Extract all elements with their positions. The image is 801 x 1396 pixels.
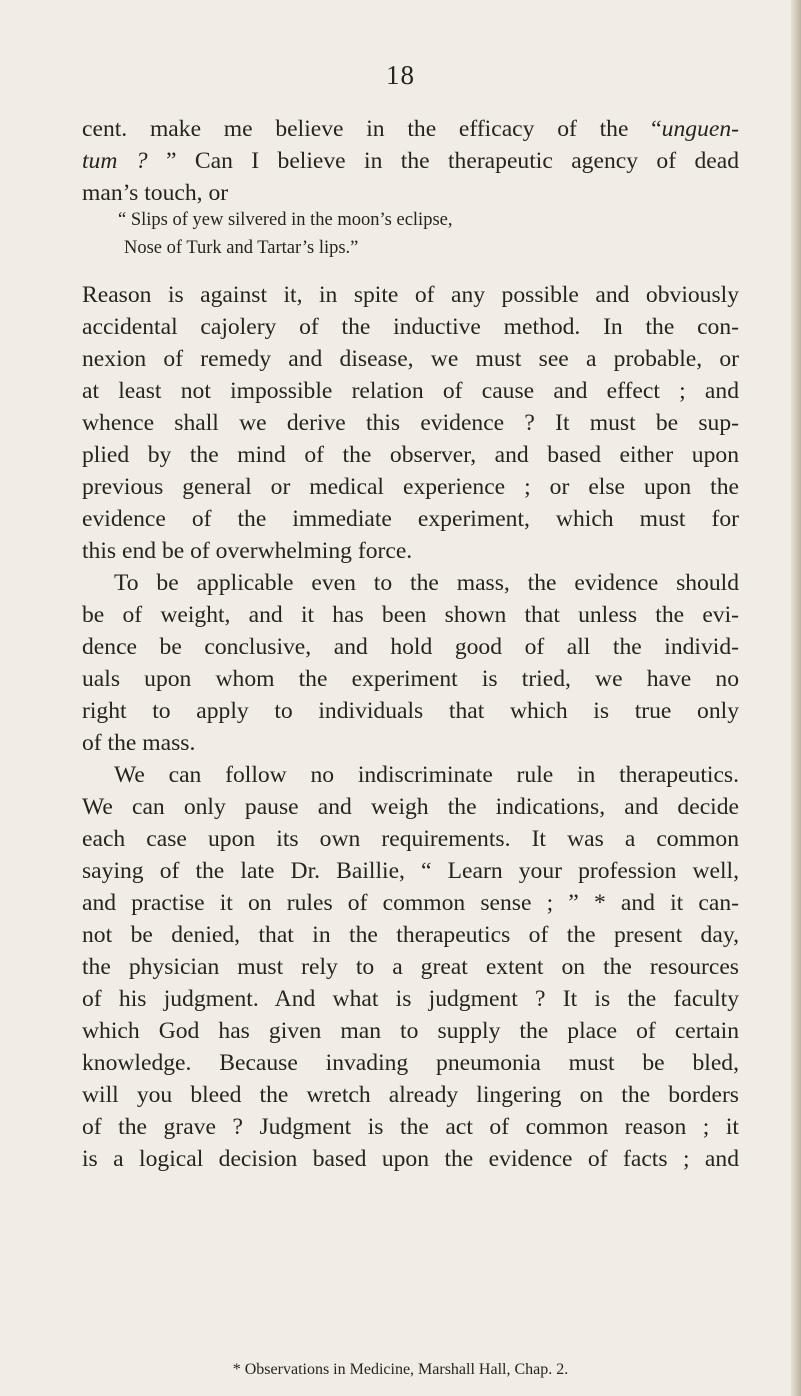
- text-line: of the grave ? Judgment is the act of common reason ; it: [82, 1114, 739, 1140]
- text-line: evidence of the immediate experiment, which must for: [82, 506, 739, 532]
- text-line: of his judgment. And what is judgment ? It is the faculty: [82, 986, 739, 1012]
- text-line: [82, 145, 739, 177]
- text-line: accidental cajolery of the inductive method. In the con-: [82, 314, 739, 340]
- page-number: 18: [386, 60, 415, 90]
- text-line: right to apply to individuals that which is true only: [82, 698, 739, 724]
- text-line: saying of the late Dr. Baillie, “ Learn your profession well,: [82, 858, 739, 884]
- verse-line: “ Slips of yew silvered in the moon’s eclipse,: [118, 210, 453, 230]
- text-line: of the mass.: [82, 730, 196, 756]
- footnote-text: Observations in Medicine, Marshall Hall, Chap. 2.: [244, 1361, 569, 1378]
- intro-paragraph: [82, 113, 739, 209]
- text-line: each case upon its own requirements. It was a common: [82, 826, 739, 852]
- text-line: [82, 177, 739, 209]
- text-segment-italic: tum ?: [82, 148, 148, 174]
- text-line: We can only pause and weigh the indications, and decide: [82, 794, 739, 820]
- text-segment: man’s touch, or: [82, 180, 229, 206]
- text-line: Reason is against it, in spite of any possible and obviously: [82, 282, 739, 308]
- text-line: at least not impossible relation of cause and effect ; and: [82, 378, 739, 404]
- text-line: plied by the mind of the observer, and based either upon: [82, 442, 739, 468]
- text-line: not be denied, that in the therapeutics of the present day,: [82, 922, 739, 948]
- text-segment-italic: unguen-: [661, 116, 739, 142]
- verse-line: Nose of Turk and Tartar’s lips.”: [124, 238, 359, 258]
- text-line: be of weight, and it has been shown that unless the evi-: [82, 602, 739, 628]
- text-line: and practise it on rules of common sense ; ” * and it can-: [82, 890, 739, 916]
- text-line: dence be conclusive, and hold good of all the individ-: [82, 634, 739, 660]
- footnote-marker: *: [232, 1361, 241, 1378]
- text-line: which God has given man to supply the place of certain: [82, 1018, 739, 1044]
- text-line: the physician must rely to a great extent on the resources: [82, 954, 739, 980]
- text-segment: ” Can I believe in the therapeutic agency of dead: [147, 148, 739, 174]
- text-line: [82, 113, 739, 145]
- text-line: nexion of remedy and disease, we must see a probable, or: [82, 346, 739, 372]
- page-edge: [791, 0, 801, 1396]
- text-line: will you bleed the wretch already lingering on the borders: [82, 1082, 739, 1108]
- text-line: knowledge. Because invading pneumonia must be bled,: [82, 1050, 739, 1076]
- text-segment: cent. make me believe in the efficacy of the “: [82, 116, 662, 142]
- text-line: uals upon whom the experiment is tried, we have no: [82, 666, 739, 692]
- text-line: whence shall we derive this evidence ? It must be sup-: [82, 410, 739, 436]
- text-line: previous general or medical experience ; or else upon the: [82, 474, 739, 500]
- footnote: [0, 1359, 801, 1381]
- text-line: this end be of overwhelming force.: [82, 538, 413, 564]
- text-line: is a logical decision based upon the evidence of facts ; and: [82, 1146, 739, 1172]
- text-line: We can follow no indiscriminate rule in therapeutics.: [114, 762, 739, 788]
- body-text: [82, 279, 739, 1175]
- text-line: To be applicable even to the mass, the evidence should: [114, 570, 739, 596]
